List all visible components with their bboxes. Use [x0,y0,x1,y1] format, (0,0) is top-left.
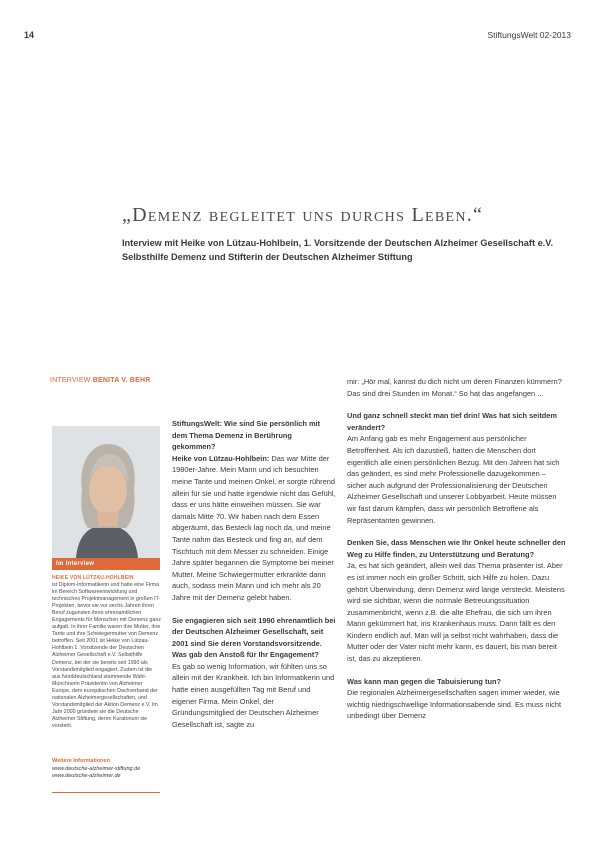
article-column-right [347,376,567,722]
page-number: 14 [24,30,35,40]
speaker-label: StiftungsWelt: [172,419,222,428]
article-column-middle [172,418,337,730]
bio-text: ist Diplom-Informatikerin und hatte eine Firma im Bereich Softwareentwicklung und technisches Projektmanagement in großen IT-Projekten, bevor sie vor sechs Jahren ihren Beruf zugunsten ihres ehrenamtlichen Engagements für Menschen mit Demenz ganz aufgab. In ihrer Familie waren ihre Mutter, ihre Tante und ihre Schwiegermutter von Demenz betroffen. Seit 2001 ist Heike von Lützau-Hohlbein 1. Vorsitzende der Deutschen Alzheimer Gesellschaft e.V. Selbsthilfe Demenz, bei der sie bereits seit 1990 als Vorstandsmitglied engagiert. Zudem ist die aus Norddeutschland stammende Wahl-Münchnerin Präsidentin von Alzheimer Europe, dem europäischen Dachverband der nationalen Alzheimergesellschaften, und Vorstandsmitglied der Aktion Demenz e.V. Im Jahr 2000 gründete sie die Deutsche Alzheimer Stiftung, deren Kuratorium sie vorsteht. [52,582,161,729]
question-2: Sie engagieren sich seit 1990 ehrenamtlich bei der Deutschen Alzheimer Gesellschaft, seit 2001 sind Sie deren Vorstandsvorsitzende. Was gab den Anstoß für Ihr Engagement? [172,615,336,660]
im-interview-badge: Im Interview [52,558,160,570]
answer-1 [172,453,337,604]
answer-2: Es gab so wenig Information, wir fühlten uns so allein mit der Krankheit. Ich bin Informatikerin und hatte einen ausgefüllten Tag mit Beruf und eigener Firma. Mein Onkel, der Gründungsmitglied der Deutschen Alzheimer Gesellschaft ist, sagte zu [172,661,335,729]
question-text: Wie sind Sie persönlich mit dem Thema Demenz in Berührung gekommen? [172,419,321,452]
speaker-label: Heike von Lützau-Hohlbein: [172,453,270,463]
answer-3: Am Anfang gab es mehr Engagement aus persönlicher Betroffenheit. Als ich dazustieß, hatten die Menschen dort eigentlich alle einen persönlichen Bezug. Mit den Jahren hat sich das geändert, es sind mehr Professionelle dazugekommen – sicher auch aufgrund der Professionalisierung der Deutschen Alzheimer Gesellschaft und unserer Lobbyarbeit. Heute müssen wir fast darum kämpfen, dass wir persönlich Betroffene als Repräsentanten gewinnen. [347,434,560,525]
publication-header: StiftungsWelt 02-2013 [487,30,571,40]
answer-text: Das war Mitte der 1980er-Jahre. Mein Mann und ich besuchten meine Tante und meinen Onkel, er sorgte rührend allein für sie und hatte irgendwie nicht das Gefühl, dass er uns hätte einweihen müssen. Sie war damals Mitte 70. Wir haben nach dem Essen abgeräumt, das Besteck lag noch da, und meine Tante nahm das Besteck und fing an, auf dem Tischtuch mit dem Messer zu schneiden. Einige Jahre später begannen die Symptome bei meiner Mutter. Meine Schwiegermutter erkrankte dann auch, sodass mein Mann und ich mehr als 20 Jahre mit der Demenz gelebt haben. [172,453,336,602]
link-alzheimer-stiftung[interactable]: www.deutsche-alzheimer-stiftung.de [52,766,141,772]
links-title: Weitere Informationen [52,758,110,764]
portrait-photo [52,426,160,558]
bio-divider [52,792,160,793]
link-alzheimer[interactable]: www.deutsche-alzheimer.de [52,773,121,779]
portrait-illustration [52,426,160,558]
answer-2-continued: mir: „Hör mal, kannst du dich nicht um deren Finanzen kümmern? Das sind drei Stunden im Monat.“ So hat das angefangen ... [347,377,562,398]
article-title: „Demenz begleitet uns durchs Leben.“ [122,204,484,226]
article-subtitle [122,236,562,264]
question-1 [172,418,337,453]
question-5: Was kann man gegen die Tabuisierung tun? [347,676,501,686]
credit-label: INTERVIEW [50,377,91,384]
answer-4: Ja, es hat sich geändert, allein weil das Thema präsenter ist. Aber es ist immer noch ein großer Schritt, sich Hilfe zu holen. Dazu gehört Überwindung, denn Demenz wird lange versteckt. Meistens wird sie sichtbar, wenn die normale Betreuungssituation zusammenbricht, wenn z.B. die alte Ehefrau, die sich um ihren Mann gekümmert hat, ins Krankenhaus muss. Dann fällt es den Kindern endlich auf. Man will ja selbst nicht wahrhaben, dass die Mutter oder der Vater nicht mehr kann, es dauert, bis man bereit ist, das zu akzeptieren. [347,561,565,664]
answer-5: Die regionalen Alzheimergesellschaften sagen immer wieder, wie wichtig niedrigschwellige Informationsabende sind. Es muss nicht unbedingt über Demenz [347,688,562,721]
subtitle-line: Interview mit Heike von Lützau-Hohlbein, 1. Vorsitzende der Deutschen Alzheimer Gesellschaft e.V. [122,238,554,248]
credit-name: BENITA V. BEHR [92,377,151,384]
question-4: Denken Sie, dass Menschen wie Ihr Onkel heute schneller den Weg zu Hilfe finden, zu Unterstützung und Beratung? [347,538,566,559]
bio-name: HEIKE VON LÜTZAU-HOHLBEIN [52,575,134,581]
question-3: Und ganz schnell steckt man tief drin! Was hat sich seitdem verändert? [347,411,557,432]
subtitle-line: Selbsthilfe Demenz und Stifterin der Deutschen Alzheimer Stiftung [122,252,413,262]
interview-credit [50,377,151,384]
